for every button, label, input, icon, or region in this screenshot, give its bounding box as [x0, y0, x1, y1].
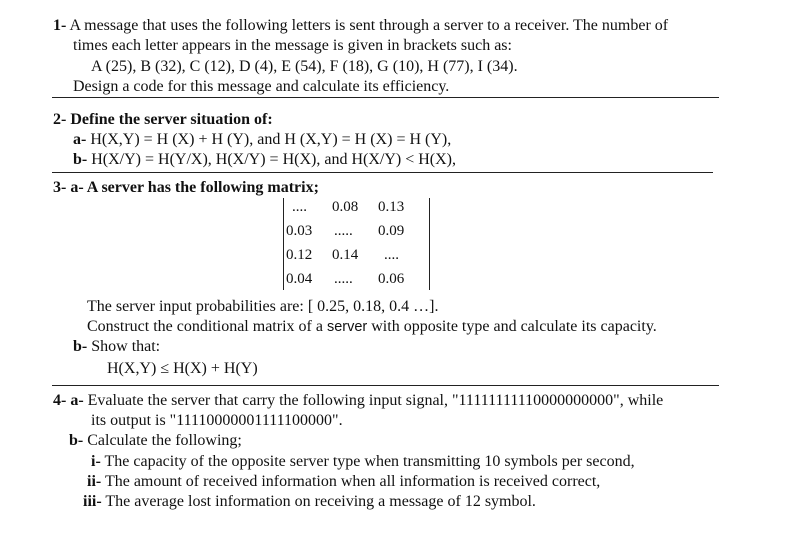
q1-line1 [53, 16, 668, 36]
matrix-cell: .... [292, 199, 307, 215]
q4-a-line2: its output is "11110000001111100000". [91, 412, 343, 429]
q2-a [73, 130, 451, 150]
q4-b-label: b- [69, 432, 84, 449]
q1-letters: A (25), B (32), C (12), D (4), E (54), F (18), G (10), H (77), I (34). [91, 58, 518, 75]
matrix-cell: .... [384, 247, 399, 263]
divider-q1 [52, 97, 719, 98]
matrix-cell: 0.12 [286, 247, 313, 263]
matrix-cell: 0.08 [332, 199, 359, 215]
q3-input-prob-label: The server input probabilities are: [87, 298, 304, 315]
q3-construct-part1: Construct the conditional matrix of a [87, 318, 323, 335]
q4-item-text: The capacity of the opposite server type when transmitting 10 symbols per second, [104, 453, 635, 470]
divider-q3 [52, 385, 719, 386]
q4-item-i [91, 452, 635, 472]
q4-number: 4- a- [53, 392, 84, 409]
q4-a-line1: Evaluate the server that carry the following input signal, "11111111110000000000", while [87, 392, 664, 409]
q4-b [69, 431, 242, 451]
q4-a [53, 391, 663, 411]
q4-item-label: i- [91, 453, 101, 470]
q1-task: Design a code for this message and calculate its efficiency. [73, 78, 450, 95]
q1-line2: times each letter appears in the message is given in brackets such as: [73, 37, 512, 54]
matrix-cell: ..... [334, 223, 353, 239]
q3-title: 3- a- A server has the following matrix; [53, 179, 319, 196]
q4-item-iii [83, 492, 536, 512]
matrix-cell: 0.14 [332, 247, 359, 263]
q3-b-label: b- [73, 338, 88, 355]
q3-b-text: Show that: [91, 338, 161, 355]
q1-number: 1- [53, 17, 67, 34]
matrix-cell: 0.13 [378, 199, 405, 215]
q4-item-label: iii- [83, 493, 102, 510]
q4-b-text: Calculate the following; [87, 432, 242, 449]
q3-construct-part2: with opposite type and calculate its capacity. [371, 318, 657, 335]
q4-item-text: The amount of received information when all information is received correct, [104, 473, 601, 490]
q3-construct [87, 317, 657, 337]
q3-input-prob-value: [ 0.25, 0.18, 0.4 …]. [307, 298, 439, 315]
matrix-right-bar [429, 198, 430, 290]
matrix-cell: 0.09 [378, 223, 405, 239]
matrix-cell: ..... [334, 271, 353, 287]
q2-title: 2- Define the server situation of: [53, 111, 273, 128]
q3-input-probabilities [87, 297, 438, 317]
matrix-cell: 0.06 [378, 271, 405, 287]
matrix-cell: 0.03 [286, 223, 313, 239]
matrix-cell: 0.04 [286, 271, 313, 287]
q3-inequality: H(X,Y) ≤ H(X) + H(Y) [107, 360, 258, 377]
q2-b [73, 150, 456, 170]
matrix-left-bar [283, 198, 284, 290]
q4-item-ii [87, 472, 600, 492]
q2-a-label: a- [73, 131, 87, 148]
q3-b [73, 337, 160, 357]
q4-item-label: ii- [87, 473, 102, 490]
q3-construct-server: server [326, 319, 368, 335]
q2-b-label: b- [73, 151, 88, 168]
q1-text-line1: A message that uses the following letters is sent through a server to a receiver. The number of [69, 17, 669, 34]
q2-a-text: H(X,Y) = H (X) + H (Y), and H (X,Y) = H (X) = H (Y), [90, 131, 452, 148]
divider-q2 [52, 172, 713, 173]
q4-item-text: The average lost information on receiving a message of 12 symbol. [105, 493, 536, 510]
q2-b-text: H(X/Y) = H(Y/X), H(X/Y) = H(X), and H(X/Y) < H(X), [91, 151, 456, 168]
